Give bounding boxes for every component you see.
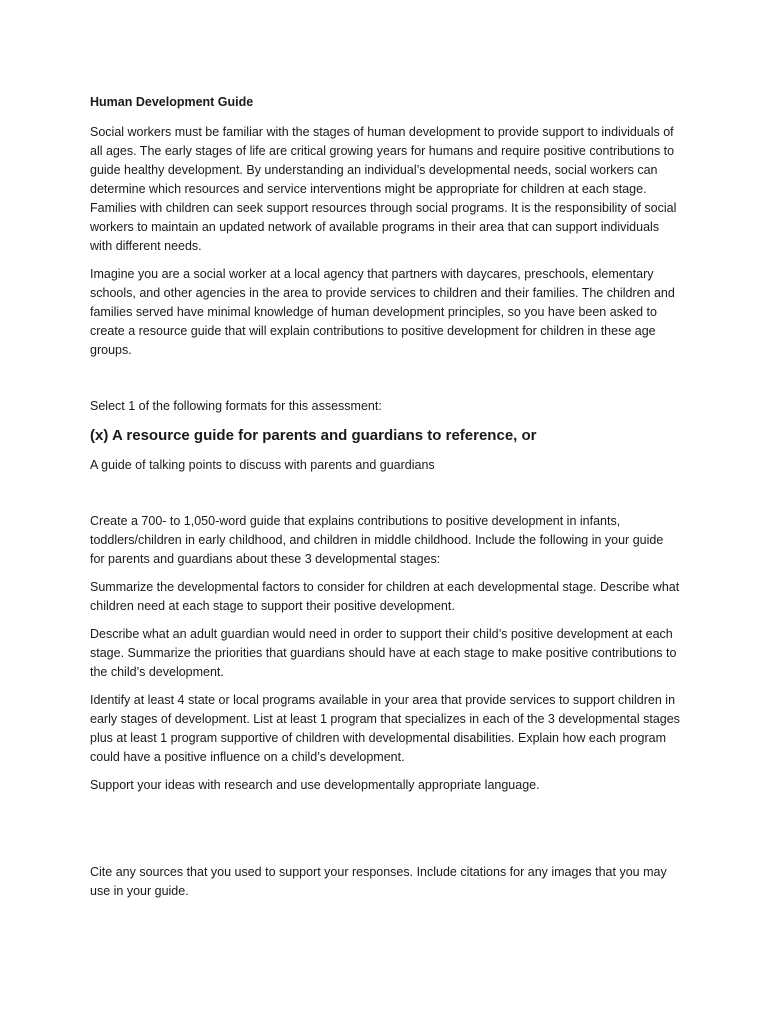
document-title: Human Development Guide — [90, 95, 254, 109]
intro-paragraph: Imagine you are a social worker at a local agency that partners with daycares, preschools, elementary schools, and other agencies in the area to provide services to children and their families. The children and families served have minimal knowledge of human development principles, so you have been asked to create a resource guide that will explain contributions to positive development for children in these age groups. — [90, 267, 675, 357]
task-paragraph: Summarize the developmental factors to consider for children at each developmental stage. Describe what children need at each stage to support their positive development. — [90, 580, 680, 613]
task-paragraph: Describe what an adult guardian would need in order to support their child’s positive development at each stage. Summarize the priorities that guardians should have at each stage to make positive contributions to the child’s development. — [90, 627, 677, 679]
task-paragraph: Identify at least 4 state or local programs available in your area that provide services to support children in early stages of development. List at least 1 program that specializes in each of the 3 developmental stages plus at least 1 program supportive of children with developmental disabilities. Explain how each program could have a positive influence on a child’s development. — [90, 693, 680, 764]
document-page — [90, 93, 680, 910]
selected-format-option: (x) A resource guide for parents and guardians to reference, or — [90, 427, 537, 444]
blank-line — [90, 804, 680, 863]
alternate-format-option: A guide of talking points to discuss with parents and guardians — [90, 458, 435, 472]
citation-paragraph: Cite any sources that you used to support your responses. Include citations for any images that you may use in your guide. — [90, 865, 667, 898]
format-select-prompt: Select 1 of the following formats for this assessment: — [90, 399, 382, 413]
blank-line — [90, 369, 680, 397]
blank-line — [90, 484, 680, 512]
task-paragraph: Create a 700- to 1,050-word guide that explains contributions to positive development in infants, toddlers/children in early childhood, and children in middle childhood. Include the following in your guide for parents and guardians about these 3 developmental stages: — [90, 514, 664, 566]
intro-paragraph: Social workers must be familiar with the stages of human development to provide support to individuals of all ages. The early stages of life are critical growing years for humans and require positive contributions to guide healthy development. By understanding an individual’s developmental needs, social workers can determine which resources and service interventions might be appropriate for children at each stage. Families with children can seek support resources through social programs. It is the responsibility of social workers to maintain an updated network of available programs in their area that can support individuals with different needs. — [90, 125, 677, 253]
task-paragraph: Support your ideas with research and use developmentally appropriate language. — [90, 778, 540, 792]
